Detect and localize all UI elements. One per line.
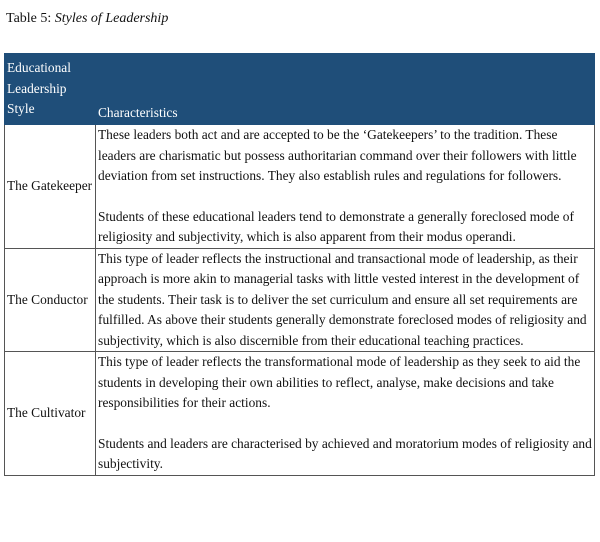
style-cell: The Cultivator xyxy=(5,352,96,476)
table-row-gatekeeper xyxy=(5,125,595,249)
header-characteristics: Characteristics xyxy=(96,54,595,125)
style-cell: The Conductor xyxy=(5,248,96,352)
table-row-conductor xyxy=(5,248,595,352)
characteristics-cell xyxy=(96,125,595,249)
characteristics-paragraph: Students and leaders are characterised by achieved and moratorium modes of religiosity and subjectivity. xyxy=(98,435,592,471)
leadership-styles-table xyxy=(4,53,595,476)
header-style: Educational Leadership Style xyxy=(5,54,96,125)
table-header-row xyxy=(5,54,595,125)
table-row-cultivator xyxy=(5,352,595,476)
characteristics-cell xyxy=(96,248,595,352)
characteristics-paragraph: Students of these educational leaders tend to demonstrate a generally foreclosed mode of religiosity and subjectivity, which is also apparent from their modus operandi. xyxy=(98,208,574,244)
characteristics-paragraph: This type of leader reflects the instructional and transactional mode of leadership, as their approach is more akin to managerial tasks with little vested interest in the development of the students. Their task is to deliver the set curriculum and ensure all set requirements are fulfilled. As above their students generally demonstrate foreclosed modes of religiosity and subjectivity, which is also discernible from their educational teaching practices. xyxy=(98,250,587,348)
characteristics-paragraph: These leaders both act and are accepted to be the ‘Gatekeepers’ to the tradition. These leaders are charismatic but possess authoritarian command over their followers with little deviation from set instructions. They also establish rules and regulations for followers. xyxy=(98,127,577,183)
characteristics-cell xyxy=(96,352,595,476)
table-caption xyxy=(6,10,168,28)
caption-title: Styles of Leadership xyxy=(54,11,169,26)
characteristics-paragraph: This type of leader reflects the transformational mode of leadership as they seek to aid the students in developing their own abilities to reflect, analyse, make decisions and take responsibilities for their actions. xyxy=(98,354,581,410)
caption-prefix: Table 5: xyxy=(6,11,55,26)
style-cell: The Gatekeeper xyxy=(5,125,96,249)
